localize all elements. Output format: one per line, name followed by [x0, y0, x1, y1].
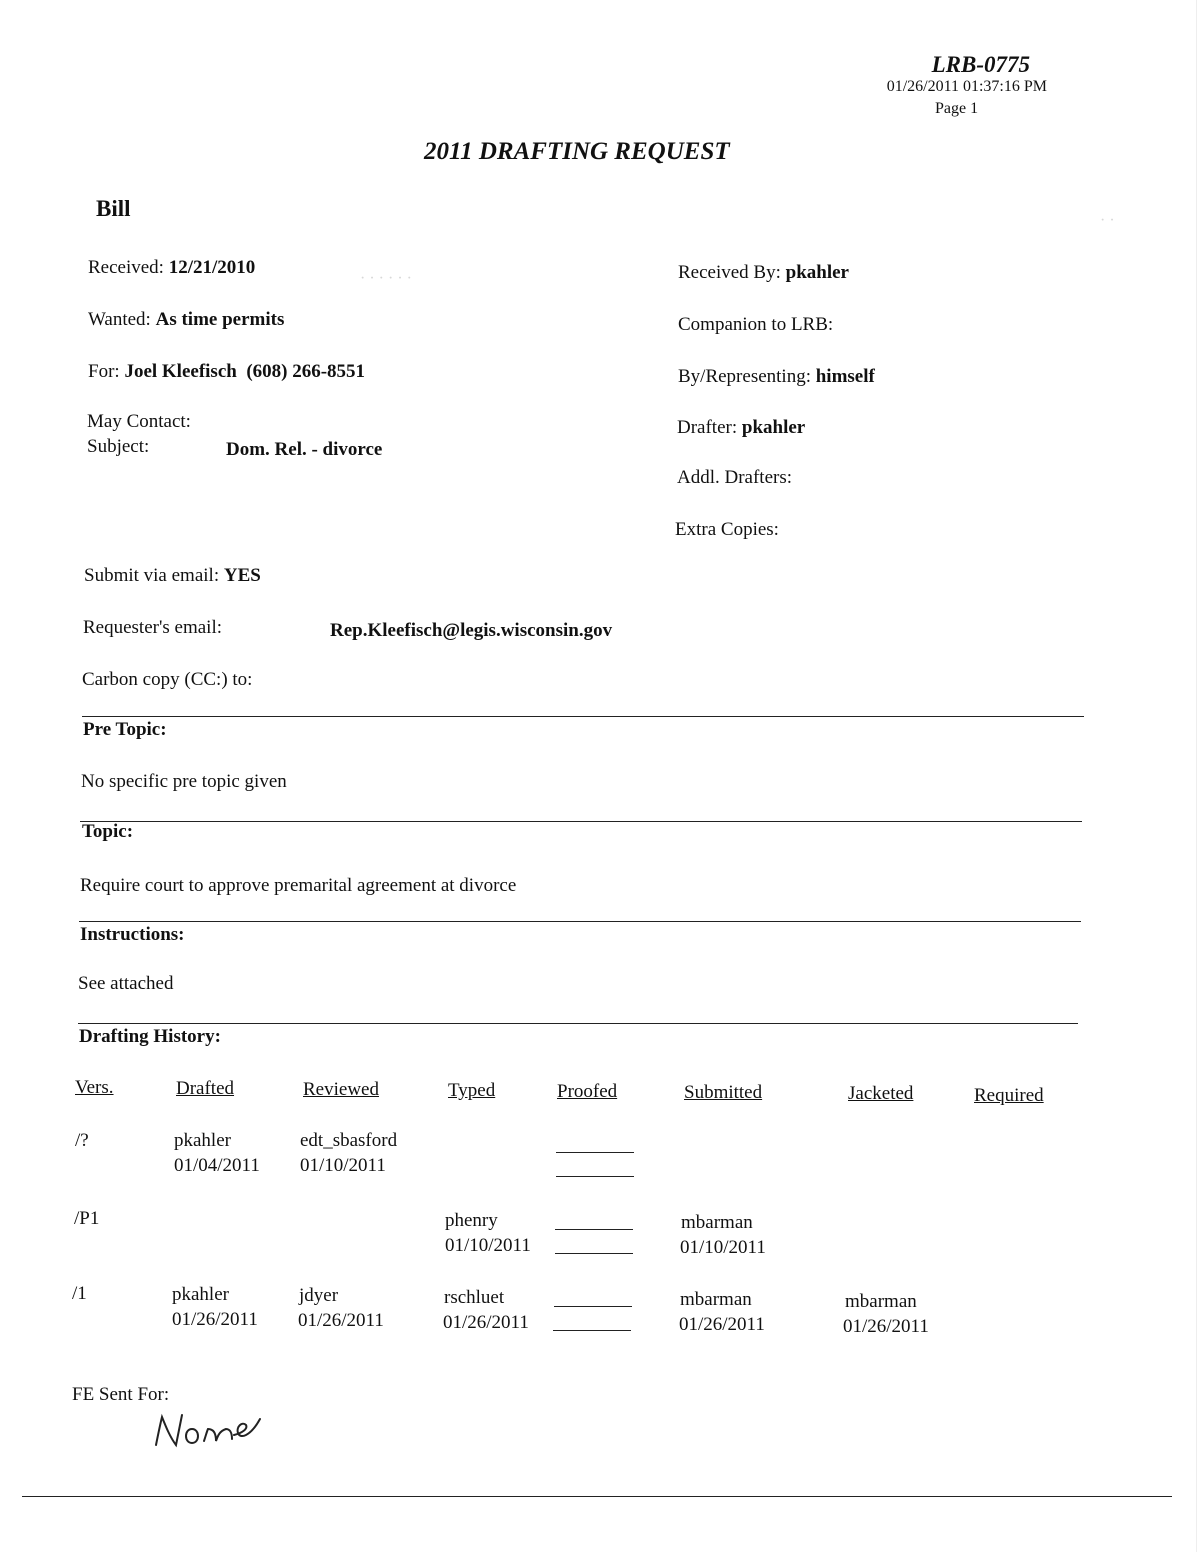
column-header: Vers. [75, 1077, 114, 1098]
version-cell: /P1 [74, 1208, 100, 1229]
divider [82, 716, 1084, 717]
bleed-through: · · [1100, 212, 1115, 229]
handwritten-none-signature [150, 1405, 265, 1455]
reviewed-date-cell: 01/26/2011 [298, 1310, 384, 1331]
typed-by-cell: phenry [445, 1210, 498, 1231]
received-label: Received: [88, 257, 164, 278]
column-header: Submitted [684, 1082, 763, 1103]
topic-heading: Topic: [82, 821, 134, 842]
divider [80, 821, 1082, 822]
reviewed-by-cell: edt_sbasford [300, 1130, 398, 1151]
typed-date-cell: 01/26/2011 [443, 1312, 529, 1333]
drafted-by-cell: pkahler [174, 1130, 231, 1151]
addl-drafters-label: Addl. Drafters: [677, 467, 793, 488]
subject-value: Dom. Rel. - divorce [226, 439, 383, 460]
cc-label: Carbon copy (CC:) to: [82, 669, 253, 690]
for-label: For: [88, 361, 120, 382]
jacketed-by-cell: mbarman [845, 1291, 917, 1312]
typed-date-cell: 01/10/2011 [445, 1235, 531, 1256]
by-representing-label: By/Representing: [678, 366, 811, 387]
submitted-by-cell: mbarman [681, 1212, 753, 1233]
pre-topic-heading: Pre Topic: [83, 719, 167, 740]
received-value: 12/21/2010 [168, 257, 256, 278]
instructions-text: See attached [78, 973, 174, 994]
doc-type: Bill [96, 196, 131, 221]
typed-by-cell: rschluet [444, 1287, 505, 1308]
submit-via-email [84, 565, 261, 587]
column-header: Drafted [176, 1078, 235, 1099]
divider [79, 921, 1081, 922]
proofed-blank [553, 1330, 631, 1331]
submitted-date-cell: 01/10/2011 [680, 1237, 766, 1258]
drafter-value: pkahler [741, 417, 806, 438]
version-cell: /? [75, 1130, 89, 1151]
wanted-value: As time permits [155, 309, 285, 330]
subject-label: Subject: [87, 436, 150, 457]
drafting-history-heading: Drafting History: [79, 1026, 221, 1047]
received-field [88, 257, 255, 279]
timestamp: 01/26/2011 01:37:16 PM [886, 78, 1047, 95]
requester-email-label: Requester's email: [83, 617, 223, 638]
proofed-blank [555, 1253, 633, 1254]
wanted-label: Wanted: [88, 309, 151, 330]
divider [78, 1023, 1078, 1024]
received-by-label: Received By: [678, 262, 781, 283]
for-value: Joel Kleefisch (608) 266-8551 [124, 361, 366, 382]
drafter-field [677, 417, 805, 439]
column-header: Typed [448, 1080, 496, 1101]
proofed-blank [556, 1152, 634, 1153]
column-header: Reviewed [303, 1079, 379, 1100]
companion-label: Companion to LRB: [678, 314, 834, 335]
submitted-by-cell: mbarman [680, 1289, 752, 1310]
reviewed-by-cell: jdyer [299, 1285, 339, 1306]
submit-label: Submit via email: [84, 565, 220, 586]
column-header: Proofed [557, 1081, 618, 1102]
submit-value: YES [223, 565, 261, 586]
may-contact-label: May Contact: [87, 411, 191, 432]
proofed-blank [556, 1176, 634, 1177]
by-representing-value: himself [815, 366, 875, 387]
reviewed-date-cell: 01/10/2011 [300, 1155, 386, 1176]
proofed-blank [554, 1306, 632, 1307]
for-field [88, 361, 365, 383]
page-title: 2011 DRAFTING REQUEST [424, 138, 730, 165]
bottom-divider [22, 1496, 1172, 1497]
column-header: Jacketed [848, 1083, 914, 1104]
drafted-date-cell: 01/26/2011 [172, 1309, 258, 1330]
submitted-date-cell: 01/26/2011 [679, 1314, 765, 1335]
received-by-field [678, 262, 849, 284]
by-representing-field [678, 366, 875, 388]
jacketed-date-cell: 01/26/2011 [843, 1316, 929, 1337]
topic-text: Require court to approve premarital agreement at divorce [80, 875, 517, 896]
drafted-by-cell: pkahler [172, 1284, 229, 1305]
page-number: Page 1 [935, 100, 979, 117]
fe-sent-for-label: FE Sent For: [72, 1384, 170, 1405]
scan-edge [1196, 0, 1197, 1552]
requester-email-value: Rep.Kleefisch@legis.wisconsin.gov [330, 620, 613, 641]
extra-copies-label: Extra Copies: [675, 519, 779, 540]
wanted-field [88, 309, 284, 331]
received-by-value: pkahler [785, 262, 849, 283]
instructions-heading: Instructions: [80, 924, 185, 945]
doc-number: LRB-0775 [931, 52, 1030, 77]
bleed-through: · · · · · · [360, 270, 412, 287]
drafted-date-cell: 01/04/2011 [174, 1155, 260, 1176]
column-header: Required [974, 1085, 1044, 1106]
pre-topic-text: No specific pre topic given [81, 771, 287, 792]
proofed-blank [555, 1229, 633, 1230]
drafter-label: Drafter: [677, 417, 738, 438]
version-cell: /1 [72, 1283, 87, 1304]
